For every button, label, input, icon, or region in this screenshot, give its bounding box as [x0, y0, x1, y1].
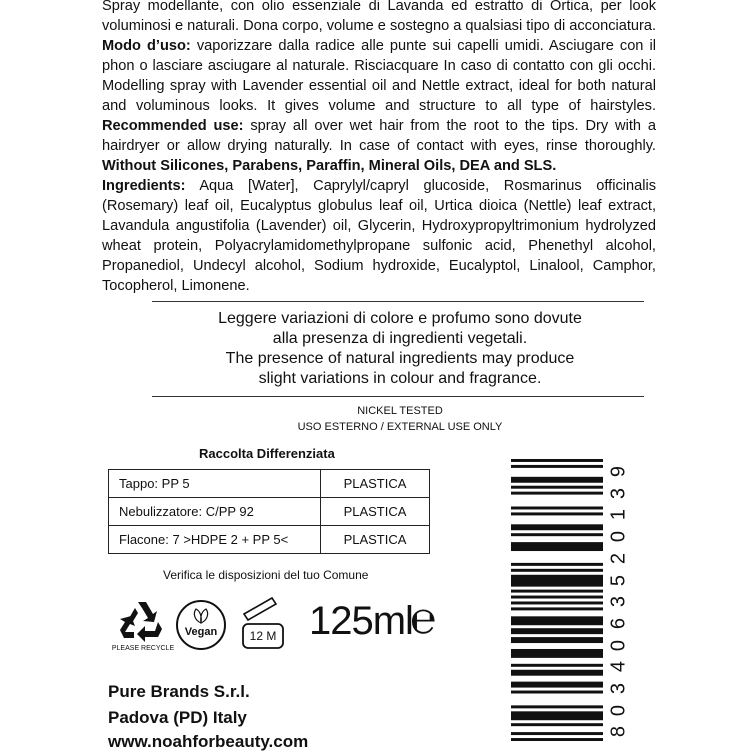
barcode-bar — [511, 575, 603, 587]
without-statement: Without Silicones, Parabens, Paraffin, Mineral Oils, DEA and SLS. — [102, 158, 557, 174]
barcode-bar — [511, 607, 603, 610]
barcode-digit: 0 — [607, 639, 630, 651]
barcode-bar — [511, 596, 603, 599]
estimated-sign-icon: ℮ — [410, 594, 437, 643]
usage-en-text-1: spray all over wet hair from the root to the tips. Dry with a — [243, 118, 656, 134]
recycling-table — [108, 469, 430, 554]
barcode-bar — [511, 691, 603, 694]
barcode-bar — [511, 465, 603, 468]
barcode-bar — [511, 711, 603, 720]
ingredients-line-5: Propanediol, Undecyl alcohol, Sodium hydroxide, Eucalyptol, Linalool, Camphor, — [102, 258, 656, 274]
ingredients-line-2: (Rosemary) leaf oil, Eucalyptus globulus leaf oil, Urtica dioica (Nettle) leaf extract, — [102, 198, 656, 214]
barcode-bar — [511, 486, 603, 489]
barcode-digits — [606, 459, 636, 741]
usage-it-label: Modo d’uso: — [102, 38, 191, 54]
ingredients-line-3: Lavandula angustifolia (Lavender) oil, Glycerin, Hydroxypropyltrimonium hydrolyzed — [102, 218, 656, 234]
barcode-bar — [511, 506, 603, 509]
notice-line-2: alla presenza di ingredienti vegetali. — [272, 330, 528, 347]
table-cell-material: PLASTICA — [321, 498, 430, 526]
ingredients-text-1: Aqua [Water], Caprylyl/capryl glucoside, Rosmarinus officinalis — [185, 178, 656, 194]
usage-it-line-2: phon o lasciare asciugare al naturale. Risciacquare In caso di contatto con gli occhi. — [102, 58, 656, 74]
barcode-bar — [511, 492, 603, 495]
barcode-bar — [511, 649, 603, 658]
barcode-digit: 5 — [607, 574, 630, 586]
barcode-bar — [511, 542, 603, 551]
table-cell-part: Flacone: 7 >HDPE 2 + PP 5< — [109, 526, 321, 554]
barcode-bar — [511, 637, 603, 643]
usage-it-line-1 — [102, 36, 656, 56]
leaf-icon — [192, 608, 210, 624]
barcode-digit: 2 — [607, 552, 630, 564]
pao-icon — [236, 592, 292, 652]
barcode-bar — [511, 524, 603, 530]
barcode-bar — [511, 533, 603, 536]
company-website[interactable]: www.noahforbeauty.com — [108, 732, 309, 751]
recycling-title: Raccolta Differenziata — [199, 446, 335, 461]
barcode-digit: 3 — [607, 682, 630, 694]
ingredients-line-1 — [102, 176, 656, 196]
barcode-digit: 4 — [607, 661, 630, 673]
table-cell-part: Nebulizzatore: C/PP 92 — [109, 498, 321, 526]
ingredients-line-6: Tocopherol, Limonene. — [102, 278, 250, 294]
usage-en-label: Recommended use: — [102, 118, 244, 134]
external-use: USO ESTERNO / EXTERNAL USE ONLY — [297, 421, 503, 433]
notice-line-1: Leggere variazioni di colore e profumo sono dovute — [218, 310, 582, 327]
recycle-caption: PLEASE RECYCLE — [111, 645, 175, 652]
barcode-bar — [511, 670, 603, 676]
ingredients-label: Ingredients: — [102, 178, 186, 194]
volume-label: 125ml — [309, 599, 413, 643]
description-it-line-2: voluminosi e naturali. Dona corpo, volume e sostegno a qualsiasi tipo di acconciatura. — [102, 18, 656, 34]
barcode-digit: 3 — [607, 487, 630, 499]
barcode-bar — [511, 616, 603, 625]
barcode-digit: 3 — [607, 596, 630, 608]
barcode-digit: 8 — [607, 726, 630, 738]
barcode-bar — [511, 628, 603, 634]
notice-line-4: slight variations in colour and fragrance. — [258, 370, 542, 387]
nickel-tested: NICKEL TESTED — [357, 405, 443, 417]
notice-line-3: The presence of natural ingredients may produce — [225, 350, 575, 367]
vegan-badge — [176, 600, 226, 650]
barcode-bar — [511, 723, 603, 726]
barcode-bar — [511, 682, 603, 688]
barcode-digit: 1 — [607, 509, 630, 521]
usage-en-line-2: hairdryer or allow drying naturally. In case of contact with eyes, rinse thoroughly. — [102, 138, 656, 154]
barcode-digit: 0 — [607, 704, 630, 716]
ingredients-line-4: wheat protein, Polyacrylamidomethylpropane sulfonic acid, Phenethyl alcohol, — [102, 238, 656, 254]
table-row — [109, 526, 430, 554]
table-cell-material: PLASTICA — [321, 470, 430, 498]
divider-bottom — [152, 396, 644, 397]
barcode-digit: 6 — [607, 617, 630, 629]
description-it-line-1: Spray modellante, con olio essenziale di Lavanda ed estratto di Ortica, per look — [102, 0, 656, 14]
table-cell-material: PLASTICA — [321, 526, 430, 554]
company-name: Pure Brands S.r.l. — [108, 682, 250, 701]
usage-en-line-1 — [102, 116, 656, 136]
barcode-bar — [511, 705, 603, 708]
company-city: Padova (PD) Italy — [108, 708, 247, 727]
description-en-line-1: Modelling spray with Lavender essential oil and Nettle extract, ideal for both natural — [102, 78, 656, 94]
vegan-label: Vegan — [184, 626, 218, 638]
barcode-bar — [511, 459, 603, 462]
recycle-icon — [118, 600, 166, 642]
barcode-bar — [511, 738, 603, 741]
usage-it-text-1: vaporizzare dalla radice alle punte sui capelli umidi. Asciugare con il — [190, 38, 656, 54]
recycling-note: Verifica le disposizioni del tuo Comune — [163, 568, 369, 582]
barcode-digit: 0 — [607, 531, 630, 543]
table-row — [109, 498, 430, 526]
barcode-bar — [511, 569, 603, 572]
barcode-bar — [511, 512, 603, 515]
barcode-bar — [511, 664, 603, 667]
barcode-bar — [511, 563, 603, 566]
barcode-digit: 9 — [607, 465, 630, 478]
pao-label: 12 M — [249, 629, 277, 643]
divider-top — [152, 301, 644, 302]
barcode-bar — [511, 477, 603, 483]
table-cell-part: Tappo: PP 5 — [109, 470, 321, 498]
barcode — [511, 459, 603, 741]
barcode-bar — [511, 590, 603, 593]
barcode-bar — [511, 732, 603, 735]
barcode-bar — [511, 601, 603, 604]
table-row — [109, 470, 430, 498]
description-en-line-2: and voluminous looks. It gives volume and structure to all type of hairstyles. — [102, 98, 656, 114]
